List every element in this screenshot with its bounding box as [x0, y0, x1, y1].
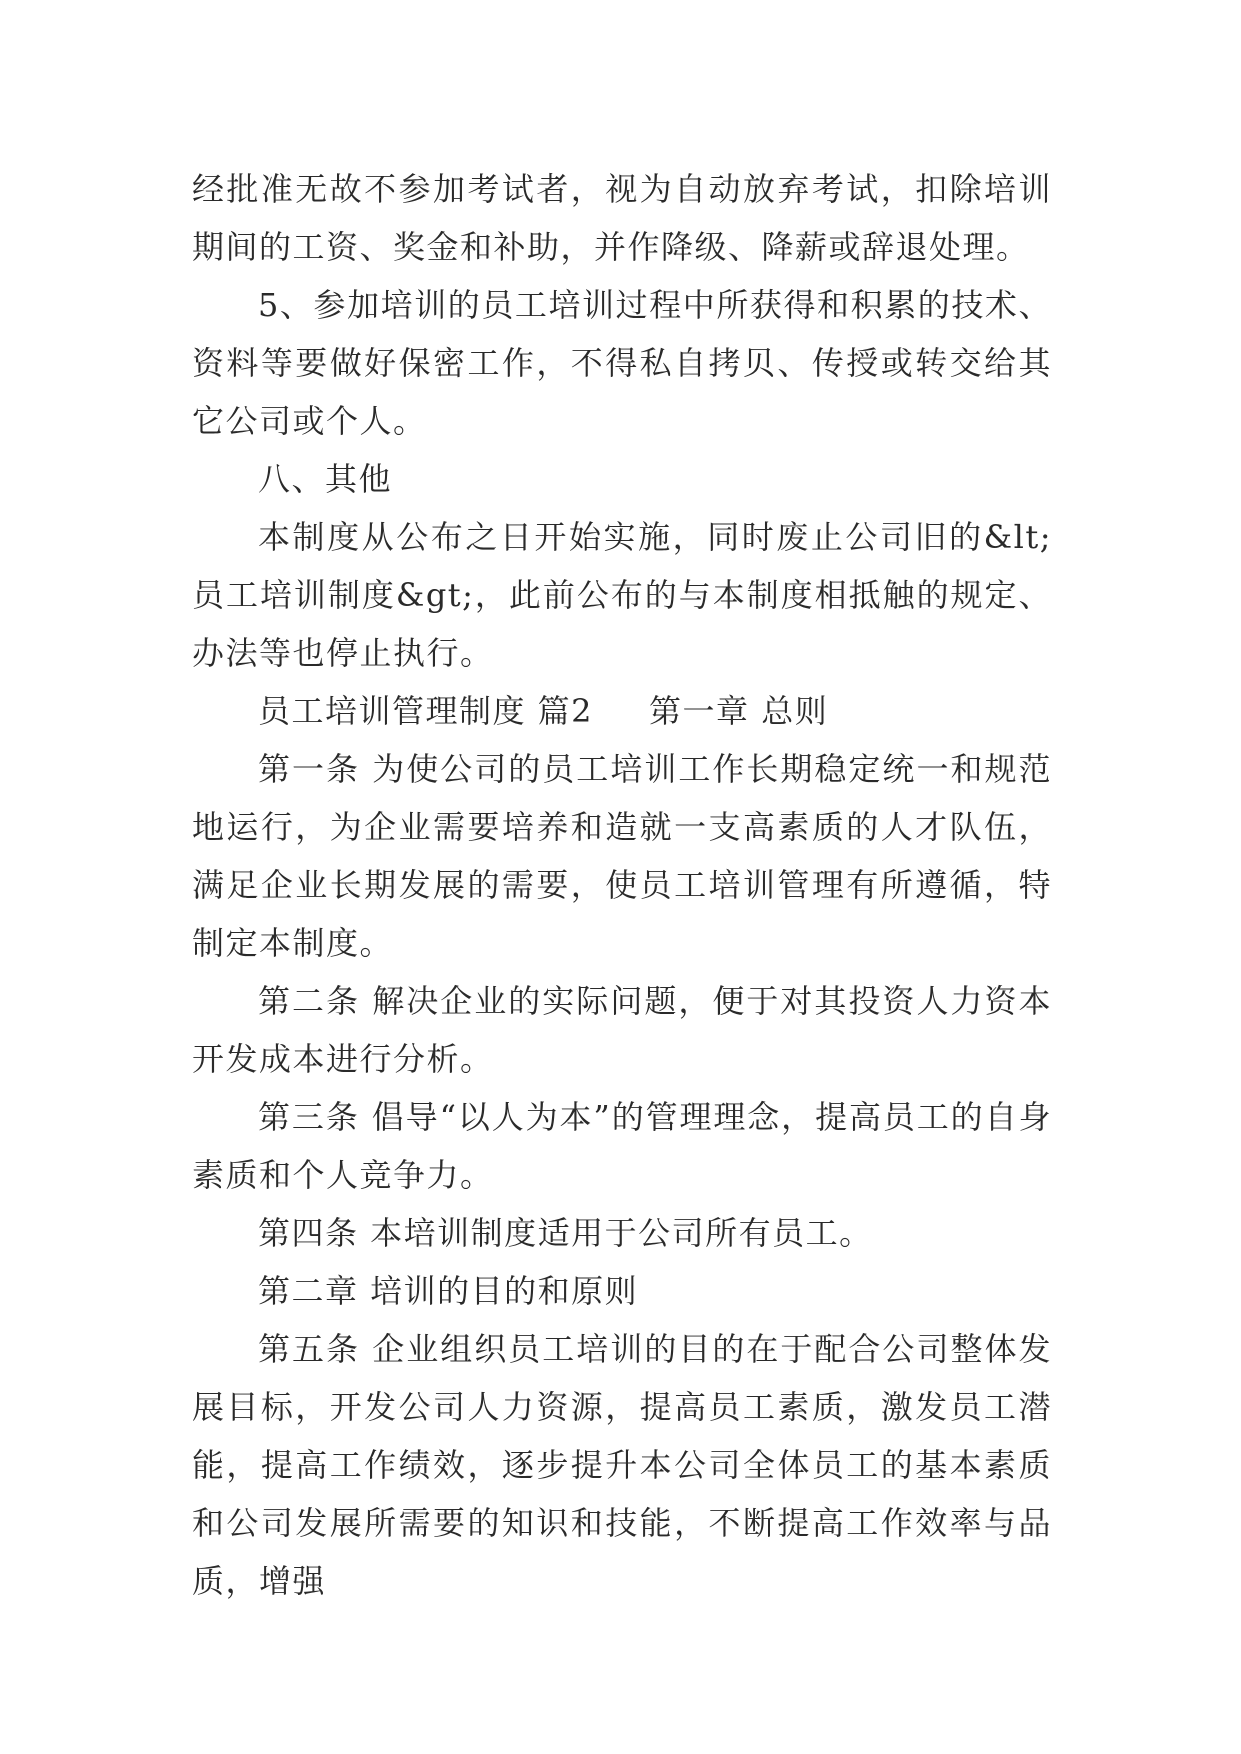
paragraph: 第三条 倡导“以人为本”的管理理念，提高员工的自身素质和个人竞争力。 — [192, 1098, 1052, 1194]
paragraph: 第四条 本培训制度适用于公司所有员工。 — [258, 1214, 873, 1252]
paragraph: 第一条 为使公司的员工培训工作长期稳定统一和规范地运行，为企业需要培养和造就一支高素质的人才队伍，满足企业长期发展的需要，使员工培训管理有所遵循，特制定本制度。 — [192, 750, 1052, 962]
chapter-heading: 第二章 培训的目的和原则 — [258, 1272, 639, 1310]
paragraph: 第五条 企业组织员工培训的目的在于配合公司整体发展目标，开发公司人力资源，提高员工素质，激发员工潜能，提高工作绩效，逐步提升本公司全体员工的基本素质和公司发展所需要的知识和技能，不断提高工作效率与品质，增强 — [192, 1330, 1052, 1600]
section-heading: 八、其他 — [258, 460, 393, 498]
paragraph: 5、参加培训的员工培训过程中所获得和积累的技术、资料等要做好保密工作，不得私自拷贝、传授或转交给其它公司或个人。 — [192, 286, 1052, 440]
chapter-heading: 第一章 总则 — [649, 692, 829, 730]
article-title: 员工培训管理制度 篇2 — [258, 692, 594, 730]
article-title-line — [192, 682, 1052, 740]
document-body — [192, 160, 1052, 1610]
paragraph: 本制度从公布之日开始实施，同时废止公司旧的&lt;员工培训制度&gt;，此前公布的与本制度相抵触的规定、办法等也停止执行。 — [192, 518, 1052, 672]
paragraph: 经批准无故不参加考试者，视为自动放弃考试，扣除培训期间的工资、奖金和补助，并作降级、降薪或辞退处理。 — [192, 170, 1052, 266]
paragraph: 第二条 解决企业的实际问题，便于对其投资人力资本开发成本进行分析。 — [192, 982, 1052, 1078]
